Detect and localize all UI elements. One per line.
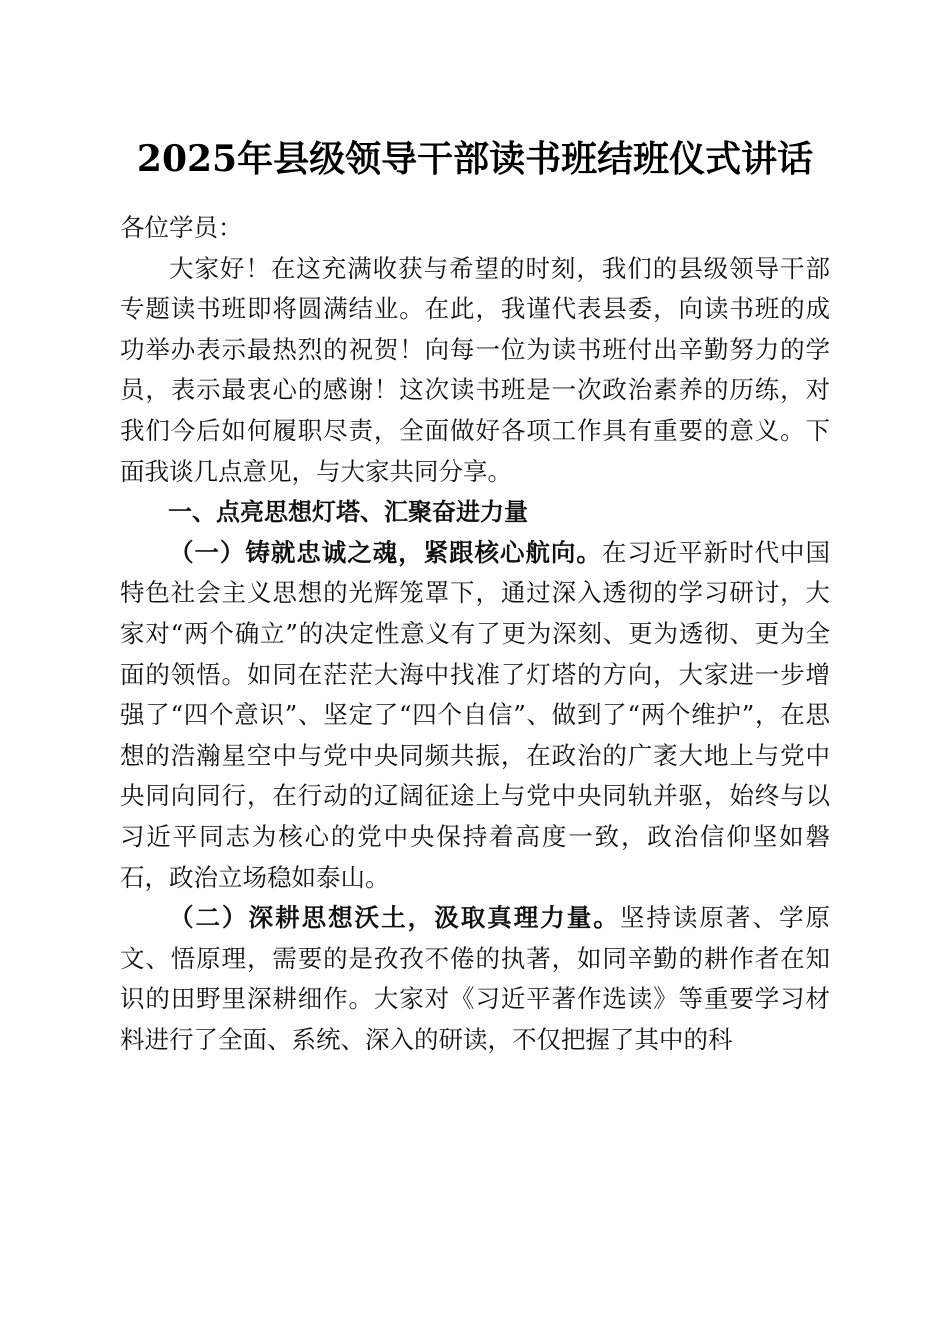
subsection-paragraph-1 (120, 533, 830, 898)
subsection-text-1: 在习近平新时代中国特色社会主义思想的光辉笼罩下，通过深入透彻的学习研讨，大家对“两个确立”的决定性意义有了更为深刻、更为透彻、更为全面的领悟。如同在茫茫大海中找准了灯塔的方向，大家进一步增强了“四个意识”、坚定了“四个自信”、做到了“两个维护”，在思想的浩瀚星空中与党中央同频共振，在政治的广袤大地上与党中央同向同行，在行动的辽阔征途上与党中央同轨并驱，始终与以习近平同志为核心的党中央保持着高度一致，政治信仰坚如磐石，政治立场稳如泰山。 (120, 537, 831, 892)
document-title: 2025年县级领导干部读书班结班仪式讲话 (136, 138, 814, 180)
section-heading: 一、点亮思想灯塔、汇聚奋进力量 (168, 498, 528, 527)
subsection-text-2: 坚持读原著、学原文、悟原理，需要的是孜孜不倦的执著，如同辛勤的耕作者在知识的田野里深耕细作。大家对《习近平著作选读》等重要学习材料进行了全面、系统、深入的研读，不仅把握了其中的科 (120, 903, 831, 1054)
subsection-heading-2: （二）深耕思想沃土，汲取真理力量。 (169, 903, 620, 933)
intro-paragraph: 大家好！在这充满收获与希望的时刻，我们的县级领导干部专题读书班即将圆满结业。在此，我谨代表县委，向读书班的成功举办表示最热烈的祝贺！向每一位为读书班付出辛勤努力的学员，表示最衷心的感谢！这次读书班是一次政治素养的历练，对我们今后如何履职尽责，全面做好各项工作具有重要的意义。下面我谈几点意见，与大家共同分享。 (120, 253, 830, 486)
document-body (120, 208, 830, 1060)
subsection-heading-1: （一）铸就忠诚之魂，紧跟核心航向。 (169, 537, 602, 567)
subsection-paragraph-2 (120, 898, 830, 1060)
salutation: 各位学员： (120, 213, 243, 242)
